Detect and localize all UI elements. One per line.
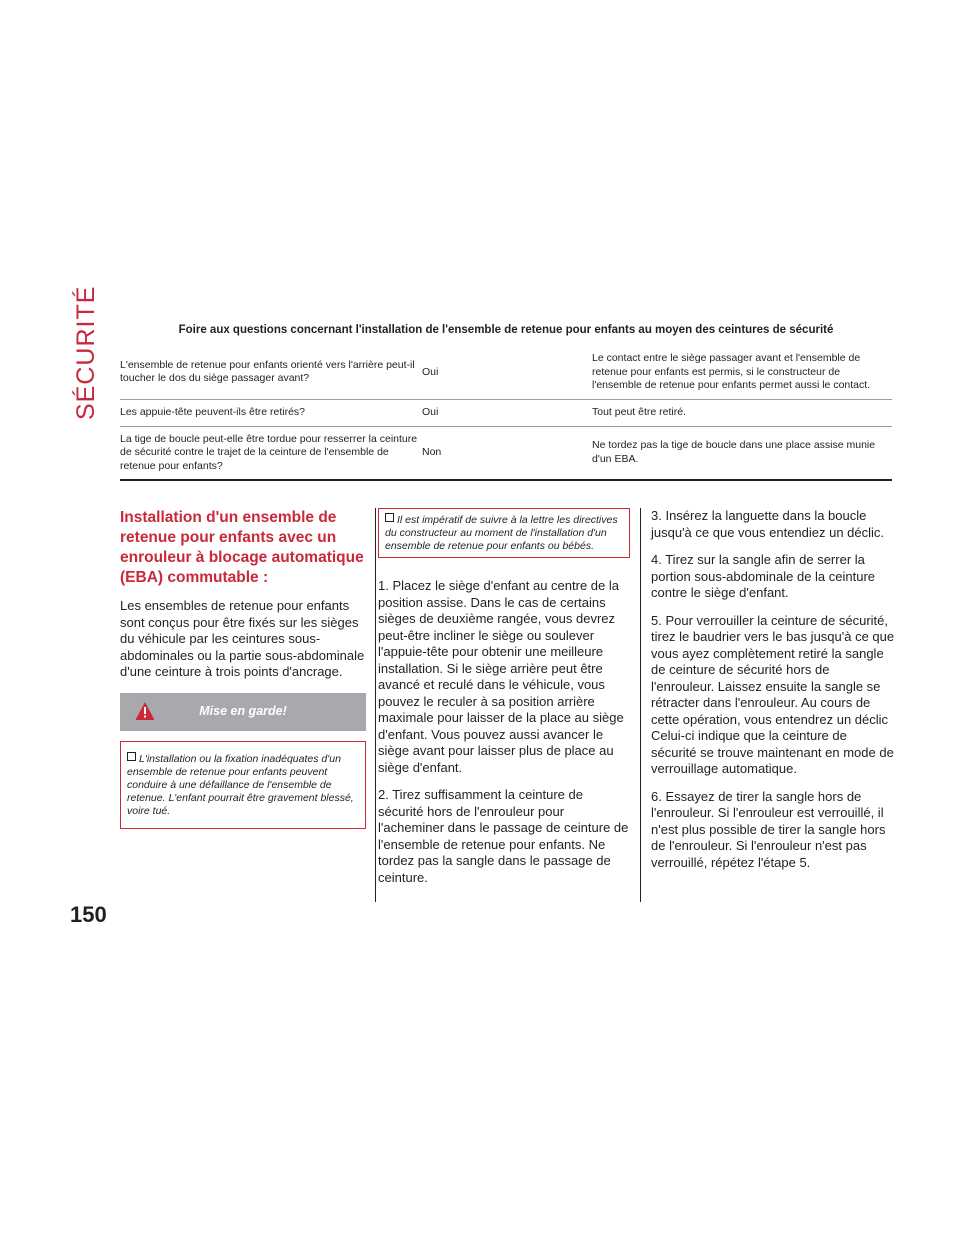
warning-box [120, 741, 366, 829]
checkbox-icon [385, 513, 394, 522]
faq-note: Le contact entre le siège passager avant et l'ensemble de retenue pour enfants est permis, si le constructeur de l'ensemble de retenue pour enfants permet aussi le contact. [592, 346, 892, 399]
note-box [378, 508, 630, 558]
note-text: Il est impératif de suivre à la lettre les directives du constructeur au moment de l'installation d'un ensemble de retenue pour enfants ou bébés. [385, 514, 618, 552]
section-heading: Installation d'un ensemble de retenue pour enfants avec un enrouleur à blocage automatique (EBA) commutable : [120, 509, 364, 586]
column-divider [375, 508, 376, 902]
faq-question: La tige de boucle peut-elle être tordue pour resserrer la ceinture de sécurité contre le trajet de la ceinture de l'ensemble de retenue pour enfants? [120, 426, 422, 480]
table-row [120, 426, 892, 480]
faq-table [120, 346, 892, 481]
step-6: 6. Essayez de tirer la sangle hors de l'enrouleur. Si l'enrouleur est verrouillé, il n'est plus possible de tirer la sangle hors de l'enrouleur. Si l'enrouleur n'est pas verrouillé, répétez l'étape 5. [651, 788, 886, 870]
table-row [120, 399, 892, 426]
faq-question: L'ensemble de retenue pour enfants orienté vers l'arrière peut-il toucher le dos du siège passager avant? [120, 346, 422, 399]
warning-header [120, 693, 366, 731]
page-number: 150 [70, 902, 107, 927]
text-column-1 [120, 508, 366, 829]
table-row [120, 346, 892, 399]
faq-answer: Non [422, 426, 592, 480]
faq-note: Ne tordez pas la tige de boucle dans une place assise munie d'un EBA. [592, 426, 892, 480]
step-3: 3. Insérez la languette dans la boucle jusqu'à ce que vous entendiez un déclic. [651, 508, 885, 540]
faq-answer: Oui [422, 346, 592, 399]
checkbox-icon [127, 752, 136, 761]
intro-paragraph: Les ensembles de retenue pour enfants sont conçus pour être fixés sur les sièges du véhicule par les ceintures sous-abdominales ou la partie sous-abdominale d'une ceinture à trois points d'ancrage. [120, 598, 365, 679]
faq-question: Les appuie-tête peuvent-ils être retirés? [120, 399, 422, 426]
faq-answer: Oui [422, 399, 592, 426]
step-5: 5. Pour verrouiller la ceinture de sécurité, tirez le baudrier vers le bas jusqu'à ce que vous ayez complètement retiré la sangle de ceinture de sécurité hors de l'enrouleur. Laissez ensuite la sangle se rétracter dans l'enrouleur. Au cours de cette opération, vous entendrez un déclic Celui-ci indique que la ceinture de sécurité se trouve maintenant en mode de verrouillage automatique. [651, 612, 895, 776]
column-divider [640, 508, 641, 902]
step-4: 4. Tirez sur la sangle afin de serrer la portion sous-abdominale de la ceinture contre le siège d'enfant. [651, 552, 876, 600]
warning-text: L'installation ou la fixation inadéquates d'un ensemble de retenue pour enfants peuvent conduire à une défaillance de l'ensemble de retenue. L'enfant pourrait être gravement blessé, voire tué. [127, 752, 354, 817]
text-column-2 [378, 508, 630, 897]
faq-table-title: Foire aux questions concernant l'installation de l'ensemble de retenue pour enfants au moyen des ceintures de sécurité [178, 324, 834, 336]
section-side-label: SÉCURITÉ [72, 285, 100, 420]
step-2: 2. Tirez suffisamment la ceinture de sécurité hors de l'enrouleur pour l'acheminer dans le passage de ceinture de l'ensemble de retenue pour enfants. Ne tordez pas la sangle dans le passage de ceinture. [378, 787, 629, 885]
warning-title: Mise en garde! [199, 703, 287, 718]
step-1: 1. Placez le siège d'enfant au centre de la position assise. Dans le cas de certains sièges de deuxième rangée, vous devrez peut-être incliner le siège ou soulever l'appuie-tête pour obtenir une meilleure installation. Si le siège arrière peut être avancé et reculé dans le véhicule, vous pouvez le reculer à sa position arrière maximale pour laisser de la place au siège d'enfant. Vous pouvez aussi avancer le siège avant pour laisser plus de place au siège d'enfant. [378, 578, 624, 775]
text-column-3 [651, 508, 895, 882]
faq-note: Tout peut être retiré. [592, 399, 892, 426]
